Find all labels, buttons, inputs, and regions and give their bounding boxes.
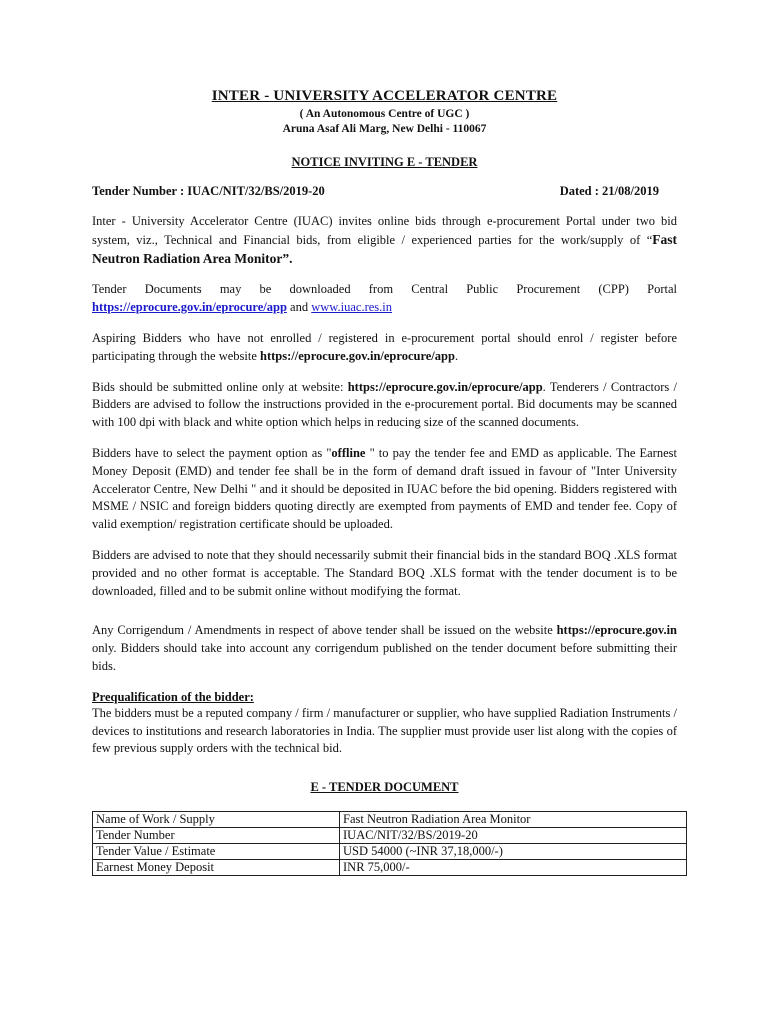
enrol-text: Aspiring Bidders who have not enrolled / registered in e-procurement portal should enrol / register before participating through the website: [92, 330, 677, 363]
submission-rest: . Tenderers / Contractors / Bidders are advised to follow the instructions provided in the e-procurement portal. Bid documents may be scanned with 100 dpi with black and white option which helps in reducing size of the scanned documents.: [92, 379, 678, 430]
payment-option: offline: [331, 445, 366, 460]
payment-text: Bidders have to select the payment option as ": [92, 445, 332, 460]
work-item-name: Fast Neutron Radiation Area Monitor”.: [92, 231, 677, 266]
corrigendum-paragraph: [92, 622, 677, 675]
iuac-website-link[interactable]: www.iuac.res.in: [311, 300, 392, 315]
table-cell-label: Earnest Money Deposit: [93, 860, 340, 876]
table-cell-value: USD 54000 (~INR 37,18,000/-): [340, 844, 687, 860]
payment-paragraph: [92, 445, 677, 534]
table-row: [93, 860, 687, 876]
enrol-end: .: [454, 348, 459, 363]
prequalification-text: The bidders must be a reputed company / firm / manufacturer or supplier, who have supplied Radiation Instruments / devices to institutions and research laboratories in India. The supplier must provide user list along with the copies of few previous supply orders with the technical bid.: [92, 705, 677, 756]
download-paragraph: [92, 281, 677, 317]
table-row: [93, 828, 687, 844]
etender-table: [92, 811, 687, 876]
table-cell-label: Tender Value / Estimate: [93, 844, 340, 860]
corrigendum-rest: only. Bidders should take into account any corrigendum published on the tender document before submitting their bids.: [92, 641, 677, 673]
eprocure-link[interactable]: https://eprocure.gov.in/eprocure/app: [92, 300, 287, 315]
tender-number: Tender Number : IUAC/NIT/32/BS/2019-20: [92, 184, 325, 198]
tender-info-row: [92, 184, 677, 199]
boq-paragraph: Bidders are advised to note that they should necessarily submit their financial bids in the standard BOQ .XLS format provided and no other format is acceptable. The Standard BOQ .XLS format with the tender document is to be downloaded, filled and to be submit online without modifying the format.: [92, 547, 677, 598]
submission-paragraph: [92, 379, 677, 432]
table-row: [93, 812, 687, 828]
document-page: [92, 82, 677, 876]
enrol-url: https://eprocure.gov.in/eprocure/app: [260, 348, 455, 363]
corrigendum-text: Any Corrigendum / Amendments in respect of above tender shall be issued on the website: [92, 623, 557, 638]
etender-heading: E - TENDER DOCUMENT: [310, 780, 459, 795]
org-address: Aruna Asaf Ali Marg, New Delhi - 110067: [282, 123, 487, 135]
enrol-paragraph: [92, 330, 677, 366]
table-cell-value: IUAC/NIT/32/BS/2019-20: [340, 828, 687, 844]
org-subtitle: ( An Autonomous Centre of UGC ): [299, 108, 470, 120]
intro-paragraph: [92, 213, 677, 268]
tender-date: Dated : 21/08/2019: [559, 184, 659, 198]
notice-title: NOTICE INVITING E - TENDER: [291, 155, 478, 169]
corrigendum-url: https://eprocure.gov.in: [556, 623, 677, 638]
table-cell-label: Name of Work / Supply: [93, 812, 340, 828]
download-text: Tender Documents may be downloaded from Central Public Procurement (CPP) Portal: [92, 282, 677, 297]
org-name: INTER - UNIVERSITY ACCELERATOR CENTRE: [211, 88, 558, 104]
submission-text: Bids should be submitted online only at website:: [92, 379, 348, 394]
intro-text: Inter - University Accelerator Centre (IUAC) invites online bids through e-procurement Portal under two bid system, viz., Technical and Financial bids, from eligible / experienced parties for the work/supply of “: [92, 214, 677, 247]
table-row: [93, 844, 687, 860]
submission-url: https://eprocure.gov.in/eprocure/app: [347, 379, 543, 394]
prequalification-heading: Prequalification of the bidder:: [92, 689, 254, 704]
payment-rest: " to pay the tender fee and EMD as applicable. The Earnest Money Deposit (EMD) and tender fee shall be in the form of demand draft issued in favour of "Inter University Accelerator Centre, New Delhi " and it should be deposited in IUAC before the bid opening. Bidders registered with MSME / NSIC and foreign bidders quoting directly are exempted from payments of EMD and tender fee. Copy of valid exemption/ registration certificate should be uploaded.: [92, 445, 677, 532]
table-cell-label: Tender Number: [93, 828, 340, 844]
and-text: and: [286, 300, 312, 315]
table-cell-value: INR 75,000/-: [340, 860, 687, 876]
table-cell-value: Fast Neutron Radiation Area Monitor: [340, 812, 687, 828]
